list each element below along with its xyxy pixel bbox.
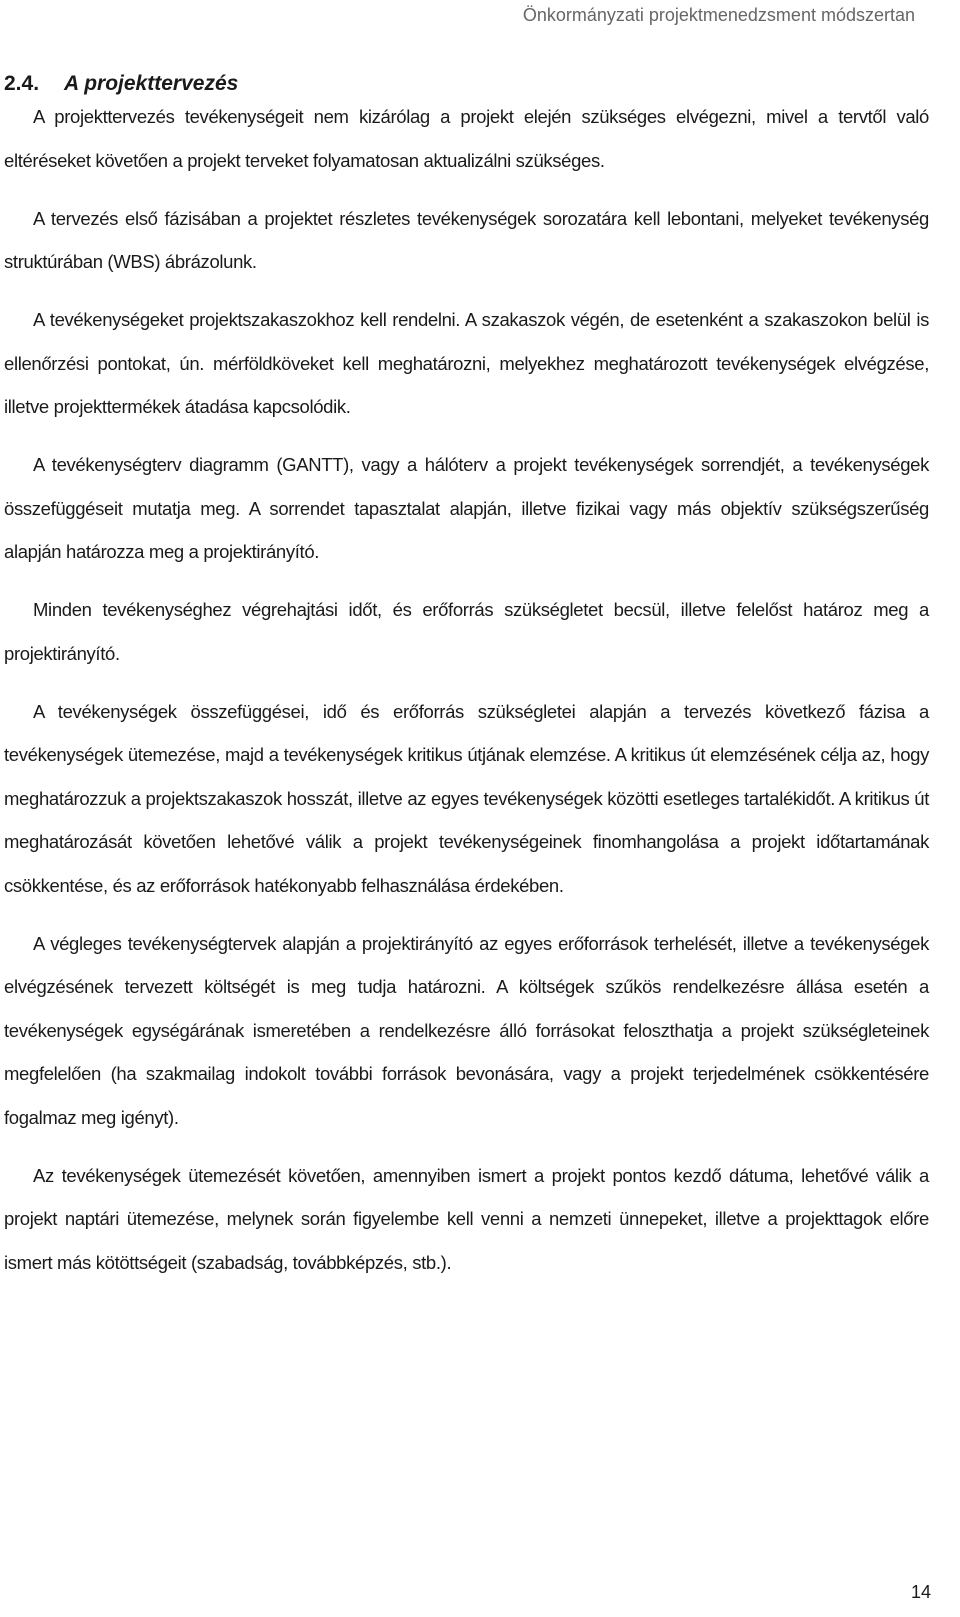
running-header: Önkormányzati projektmenedzsment módszertan [522,5,915,25]
body-text [4,95,929,1299]
section-heading [4,72,238,96]
paragraph: A tervezés első fázisában a projektet részletes tevékenységek sorozatára kell lebontani, melyeket tevékenység struktúrában (WBS) ábrázolunk. [4,207,929,272]
section-number: 2.4. [4,72,40,95]
paragraph: A tevékenységek összefüggései, idő és erőforrás szükségletei alapján a tervezés következő fázisa a tevékenységek ütemezése, majd a tevékenységek kritikus útjának elemzése. A kritikus út elemzésének célja az, hogy meghatározzuk a projektszakaszok hosszát, illetve az egyes tevékenységek közötti esetleges tartalékidőt. A kritikus út meghatározását követően lehetővé válik a projekt tevékenységeinek finomhangolása a projekt időtartamának csökkentése, és az erőforrások hatékonyabb felhasználása érdekében. [4,700,929,896]
paragraph: A tevékenységterv diagramm (GANTT), vagy a hálóterv a projekt tevékenységek sorrendjét, a tevékenységek összefüggéseit mutatja meg. A sorrendet tapasztalat alapján, illetve fizikai vagy más objektív szükségszerűség alapján határozza meg a projektirányító. [4,454,929,562]
paragraph: Az tevékenységek ütemezését követően, amennyiben ismert a projekt pontos kezdő dátuma, lehetővé válik a projekt naptári ütemezése, melynek során figyelembe kell venni a nemzeti ünnepeket, illetve a projekttagok előre ismert más kötöttségeit (szabadság, továbbképzés, stb.). [4,1164,929,1273]
section-title: A projekttervezés [64,72,239,95]
page-number: 14 [910,1582,931,1602]
paragraph: A projekttervezés tevékenységeit nem kizárólag a projekt elején szükséges elvégezni, mivel a tervtől való eltéréseket követően a projekt terveket folyamatosan aktualizálni szükséges. [4,106,929,171]
paragraph: A végleges tevékenységtervek alapján a projektirányító az egyes erőforrások terhelését, illetve a tevékenységek elvégzésének tervezett költségét is meg tudja határozni. A költségek szűkös rendelkezésre állása esetén a tevékenységek egységárának ismeretében a rendelkezésre álló forrásokat feloszthatja a projekt szükségleteinek megfelelően (ha szakmailag indokolt további források bevonására, vagy a projekt terjedelmének csökkentésére fogalmaz meg igényt). [4,932,929,1128]
paragraph: Minden tevékenységhez végrehajtási időt, és erőforrás szükségletet becsül, illetve felelőst határoz meg a projektirányító. [4,599,929,664]
paragraph: A tevékenységeket projektszakaszokhoz kell rendelni. A szakaszok végén, de esetenként a szakaszokon belül is ellenőrzési pontokat, ún. mérföldköveket kell meghatározni, melyekhez meghatározott tevékenységek elvégzése, illetve projekttermékek átadása kapcsolódik. [4,309,929,417]
